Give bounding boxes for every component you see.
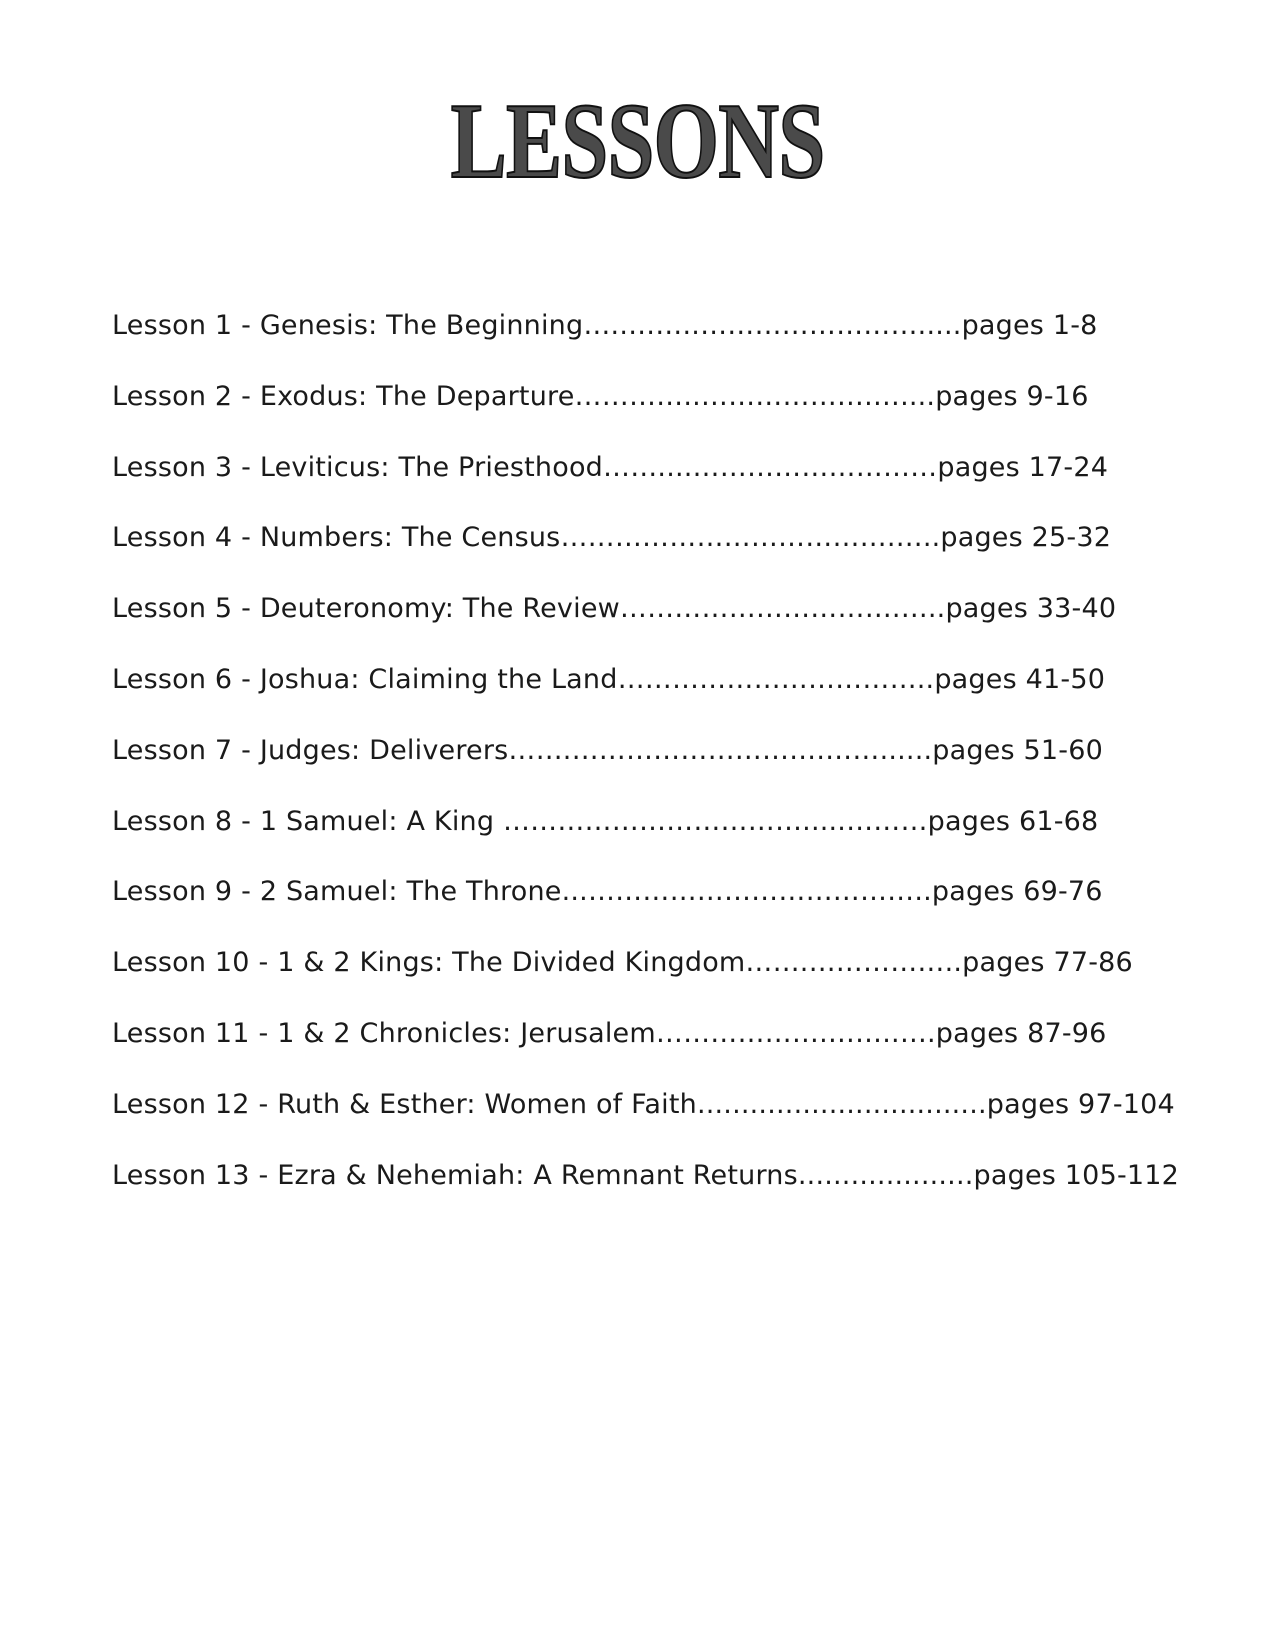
lesson-entry-2: Lesson 2 - Exodus: The Departure…………..……………….…....pages 9-16 — [112, 380, 1089, 412]
page-title: LESSONS — [450, 82, 825, 201]
lesson-entry-1: Lesson 1 - Genesis: The Beginning…..……..…………………….....pages 1-8 — [112, 310, 1098, 341]
lesson-entry-3: Lesson 3 - Leviticus: The Priesthood……....………………………pages 17-24 — [112, 451, 1109, 483]
lesson-entry-7: Lesson 7 - Judges: Deliverers…….……………………….……......pages 51-60 — [112, 734, 1104, 766]
lesson-entry-6: Lesson 6 - Joshua: Claiming the Land……………………………..pages 41-50 — [112, 663, 1106, 695]
lesson-entry-8: Lesson 8 - 1 Samuel: A King …………………………….....………pages 61-68 — [112, 805, 1099, 837]
lesson-entry-4: Lesson 4 - Numbers: The Census……………………………….…..pages 25-32 — [112, 522, 1112, 554]
lesson-entry-12: Lesson 12 - Ruth & Esther: Women of Faith.................................pages 97-104 — [112, 1088, 1175, 1120]
lesson-entry-11: Lesson 11 - 1 & 2 Chronicles: Jerusalem……………….……..….pages 87-96 — [112, 1017, 1107, 1049]
lesson-entry-5: Lesson 5 - Deuteronomy: The Review………………………….…..pages 33-40 — [112, 593, 1117, 625]
lesson-entry-10: Lesson 10 - 1 & 2 Kings: The Divided Kingdom…….……………..pages 77-86 — [112, 947, 1133, 979]
lesson-entry-13: Lesson 13 - Ezra & Nehemiah: A Remnant Returns....................pages 105-112 — [112, 1159, 1180, 1191]
lesson-entry-9: Lesson 9 - 2 Samuel: The Throne...………………………………..pages 69-76 — [112, 876, 1103, 908]
table-of-contents — [112, 308, 1192, 1228]
